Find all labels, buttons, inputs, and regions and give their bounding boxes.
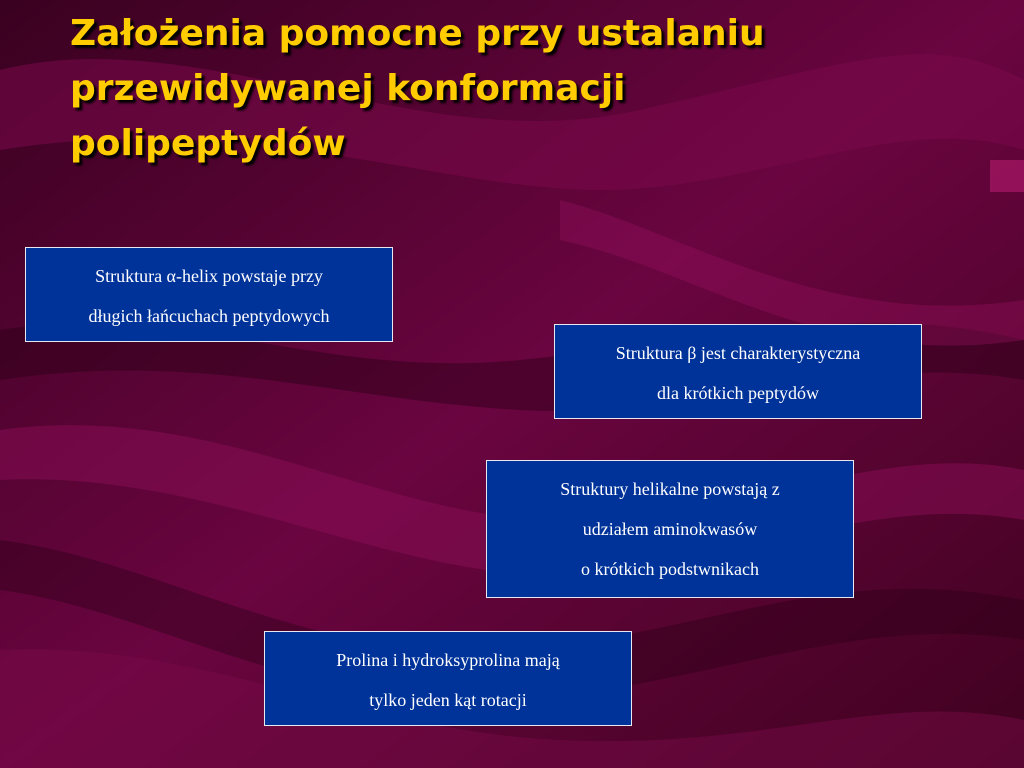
box-line: tylko jeden kąt rotacji: [369, 690, 527, 710]
box-line: Struktura β jest charakterystyczna: [615, 343, 861, 363]
title-line-3: polipeptydów: [70, 123, 346, 164]
alpha-helix-text-box: [25, 247, 393, 342]
box-line: o krótkich podstwnikach: [581, 559, 759, 579]
title-line-2: przewidywanej konformacji: [70, 68, 626, 109]
box-line: udziałem aminokwasów: [582, 519, 758, 539]
box-line: Struktura α-helix powstaje przy: [95, 266, 323, 286]
title-line-1: Założenia pomocne przy ustalaniu: [70, 13, 765, 54]
box-line: długich łańcuchach peptydowych: [88, 306, 330, 326]
box-line: Prolina i hydroksyprolina mają: [336, 650, 560, 670]
helical-structures-text-box: [486, 460, 854, 598]
slide-title: [70, 6, 970, 171]
box-line: dla krótkich peptydów: [657, 383, 819, 403]
proline-text-box: [264, 631, 632, 726]
beta-structure-text-box: [554, 324, 922, 419]
box-line: Struktury helikalne powstają z: [560, 479, 780, 499]
